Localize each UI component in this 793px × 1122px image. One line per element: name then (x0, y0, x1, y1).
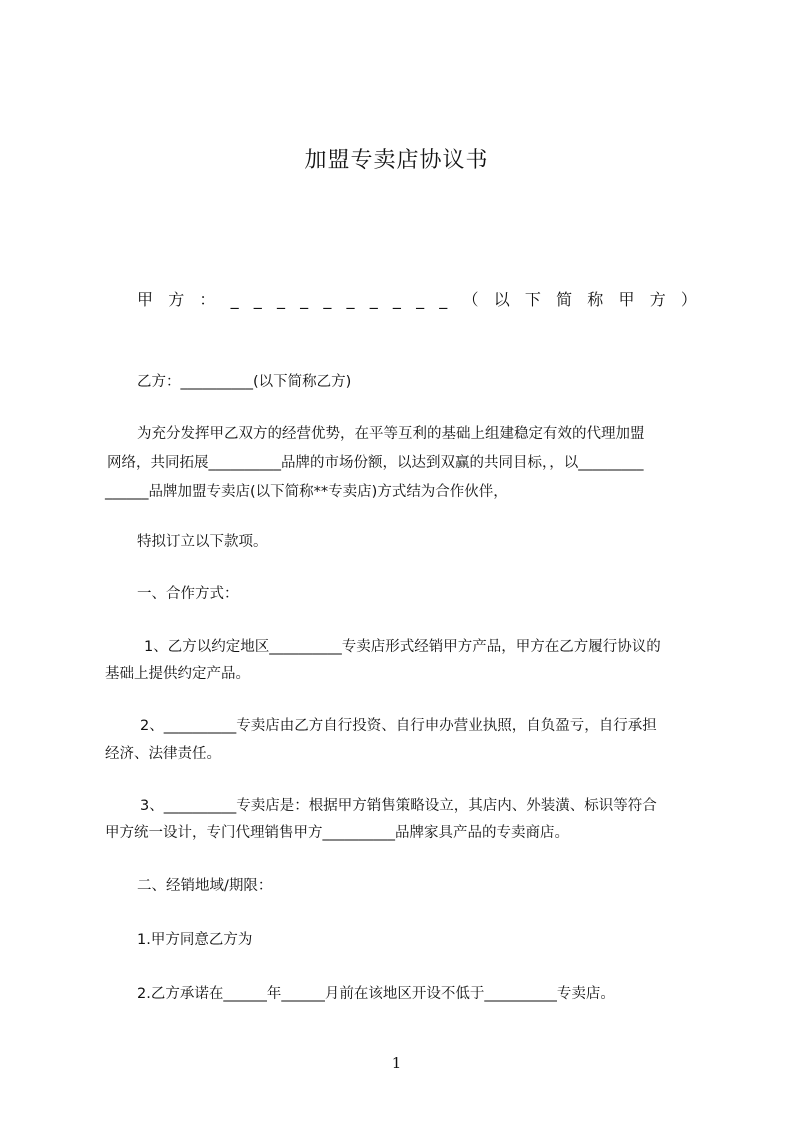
party-a-line (137, 290, 697, 310)
intro-paragraph-line-3: ______品牌加盟专卖店(以下简称**专卖店)方式结为合作伙伴， (105, 484, 508, 500)
party-a-char: 下 (524, 290, 541, 309)
clause-1-3-line-1: 3、__________专卖店是：根据甲方销售策略设立，其店内、外装潢、标识等符合 (140, 798, 657, 814)
page-number: 1 (391, 1054, 402, 1072)
clause-1-1-line-1: 1、乙方以约定地区__________专卖店形式经销甲方产品，甲方在乙方履行协议的 (144, 639, 661, 655)
party-a-char: 甲 (137, 290, 154, 309)
party-a-char: 称 (587, 290, 604, 309)
party-a-char: 方 (649, 290, 666, 309)
party-a-char: _ (230, 290, 239, 309)
party-a-char: 甲 (618, 290, 635, 309)
clause-1-2-line-2: 经济、法律责任。 (105, 746, 221, 762)
party-a-char: 简 (556, 290, 573, 309)
party-a-char: _ (253, 290, 262, 309)
clause-1-2-line-1: 2、__________专卖店由乙方自行投资、自行申办营业执照，自负盈亏，自行承担 (140, 718, 657, 734)
section-heading-territory: 二、经销地域/期限： (137, 878, 273, 894)
party-a-char: _ (416, 290, 425, 309)
party-a-char: _ (323, 290, 332, 309)
party-a-char: _ (276, 290, 285, 309)
party-a-char: _ (392, 290, 401, 309)
party-a-char: _ (369, 290, 378, 309)
party-a-char: 以 (493, 290, 510, 309)
intro-paragraph-line-2: 网络，共同拓展__________品牌的市场份额，以达到双赢的共同目标，，以_________ (107, 455, 644, 471)
document-title: 加盟专卖店协议书 (304, 148, 489, 173)
clause-2-2: 2.乙方承诺在______年______月前在该地区开设不低于__________专卖店。 (137, 986, 615, 1002)
clause-1-3-line-2: 甲方统一设计，专门代理销售甲方__________品牌家具产品的专卖商店。 (105, 825, 569, 841)
party-a-char: 方 (168, 290, 185, 309)
section-heading-cooperation: 一、合作方式： (137, 586, 239, 602)
party-b-line: 乙方：__________(以下简称乙方) (137, 374, 352, 390)
intro-paragraph-line-1: 为充分发挥甲乙双方的经营优势，在平等互利的基础上组建稳定有效的代理加盟 (137, 426, 645, 442)
party-a-char: ） (680, 290, 697, 309)
party-a-char: ： (199, 290, 216, 309)
party-a-char: _ (439, 290, 448, 309)
clause-1-1-line-2: 基础上提供约定产品。 (105, 666, 250, 682)
party-a-char: _ (300, 290, 309, 309)
clause-2-1: 1.甲方同意乙方为 (137, 932, 253, 948)
party-a-char: （ (462, 290, 479, 309)
party-a-char: _ (346, 290, 355, 309)
clauses-intro: 特拟订立以下款项。 (137, 534, 268, 550)
